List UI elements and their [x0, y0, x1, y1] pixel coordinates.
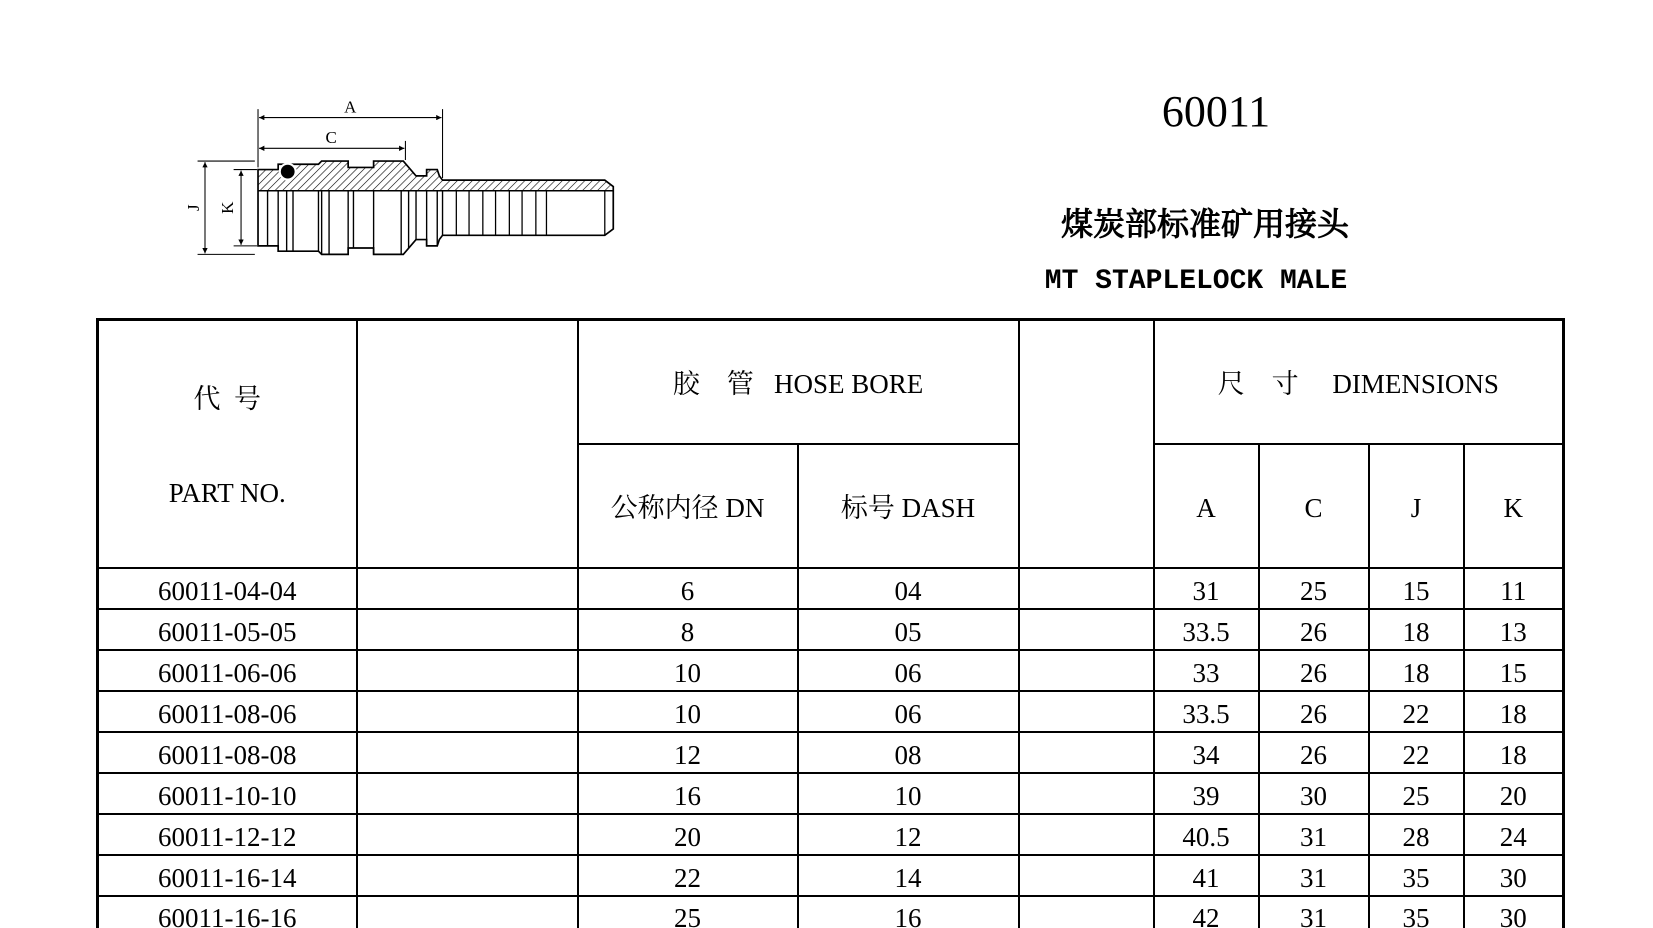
table-row	[98, 609, 1564, 650]
dim-j-cell: 28	[1369, 814, 1464, 855]
page-title: 60011	[1161, 87, 1271, 136]
blank-cell	[357, 896, 578, 928]
table-row	[98, 814, 1564, 855]
part-no-cell: 60011-04-04	[98, 568, 357, 609]
part-no-cell: 60011-10-10	[98, 773, 357, 814]
dim-k-cell: 15	[1464, 650, 1564, 691]
blank-cell	[1019, 650, 1154, 691]
dim-c-cell: 30	[1259, 773, 1369, 814]
part-no-cell: 60011-16-16	[98, 896, 357, 928]
dim-a-cell: 40.5	[1154, 814, 1259, 855]
blank-cell	[1019, 568, 1154, 609]
table-row	[98, 691, 1564, 732]
dim-a-cell: 42	[1154, 896, 1259, 928]
blank-cell	[1019, 855, 1154, 896]
dn-cell: 8	[578, 609, 798, 650]
dim-a-cell: 39	[1154, 773, 1259, 814]
dimension-k-extension-lines	[234, 170, 257, 246]
o-ring	[281, 165, 295, 179]
dimension-c-label: C	[325, 128, 337, 148]
dash-cell: 10	[798, 773, 1019, 814]
dim-j-cell: 35	[1369, 855, 1464, 896]
part-no-cell: 60011-08-08	[98, 732, 357, 773]
header-row	[98, 320, 1564, 444]
table-row	[98, 650, 1564, 691]
dimension-k-label: K	[217, 201, 237, 214]
product-name-cn: 煤炭部标准矿用接头	[1060, 205, 1349, 243]
blank-cell	[357, 650, 578, 691]
blank-cell	[1019, 732, 1154, 773]
blank-cell	[357, 855, 578, 896]
dash-cell: 14	[798, 855, 1019, 896]
blank-cell	[357, 732, 578, 773]
table-row	[98, 732, 1564, 773]
part-no-cell: 60011-16-14	[98, 855, 357, 896]
dash-cell: 06	[798, 650, 1019, 691]
dim-c-cell: 26	[1259, 650, 1369, 691]
dim-k-cell: 11	[1464, 568, 1564, 609]
dn-cell: 6	[578, 568, 798, 609]
dim-a-cell: 33	[1154, 650, 1259, 691]
blank-cell	[1019, 814, 1154, 855]
table-row	[98, 855, 1564, 896]
table-row	[98, 896, 1564, 928]
dn-header: 公称内径 DN	[578, 444, 798, 568]
dim-j-header: J	[1369, 444, 1464, 568]
dim-j-cell: 35	[1369, 896, 1464, 928]
dim-c-cell: 31	[1259, 855, 1369, 896]
blank-cell	[1019, 691, 1154, 732]
dim-k-cell: 18	[1464, 691, 1564, 732]
blank-cell	[1019, 609, 1154, 650]
dash-cell: 06	[798, 691, 1019, 732]
dim-j-cell: 15	[1369, 568, 1464, 609]
dash-cell: 16	[798, 896, 1019, 928]
part-no-cell: 60011-08-06	[98, 691, 357, 732]
dim-k-cell: 18	[1464, 732, 1564, 773]
blank-cell	[1019, 896, 1154, 928]
dn-cell: 25	[578, 896, 798, 928]
dimension-k	[218, 170, 257, 246]
dash-cell: 05	[798, 609, 1019, 650]
dim-c-cell: 26	[1259, 691, 1369, 732]
dimension-c	[259, 128, 405, 160]
dim-k-cell: 30	[1464, 855, 1564, 896]
dim-k-header: K	[1464, 444, 1564, 568]
dim-c-cell: 26	[1259, 609, 1369, 650]
hose-bore-header: 胶 管 HOSE BORE	[578, 320, 1019, 444]
barb-lines	[456, 191, 604, 236]
blank-header	[357, 320, 578, 569]
exterior-edge-lines	[268, 191, 443, 255]
dim-j-cell: 25	[1369, 773, 1464, 814]
dimensions-header: 尺 寸 DIMENSIONS	[1154, 320, 1564, 444]
dash-header: 标号 DASH	[798, 444, 1019, 568]
blank-cell	[357, 814, 578, 855]
dim-a-cell: 34	[1154, 732, 1259, 773]
dim-k-cell: 24	[1464, 814, 1564, 855]
blank-cell	[1019, 773, 1154, 814]
dim-k-cell: 13	[1464, 609, 1564, 650]
blank-header	[1019, 320, 1154, 569]
dn-cell: 20	[578, 814, 798, 855]
dash-cell: 04	[798, 568, 1019, 609]
dim-j-cell: 22	[1369, 732, 1464, 773]
dim-a-cell: 33.5	[1154, 691, 1259, 732]
hatched-section	[258, 161, 613, 191]
table-row	[98, 568, 1564, 609]
dim-j-cell: 22	[1369, 691, 1464, 732]
part-no-cell: 60011-05-05	[98, 609, 357, 650]
blank-cell	[357, 609, 578, 650]
part-no-header-cn: 代 号	[193, 384, 261, 414]
dim-j-cell: 18	[1369, 609, 1464, 650]
dim-a-header: A	[1154, 444, 1259, 568]
blank-cell	[357, 568, 578, 609]
dim-j-cell: 18	[1369, 650, 1464, 691]
dn-cell: 10	[578, 691, 798, 732]
part-no-header-en: PART NO.	[168, 478, 286, 508]
fitting-body	[258, 161, 613, 254]
dim-k-cell: 20	[1464, 773, 1564, 814]
dim-c-cell: 31	[1259, 814, 1369, 855]
part-no-header	[98, 320, 357, 569]
dn-cell: 10	[578, 650, 798, 691]
spec-table	[96, 318, 1565, 928]
dim-a-cell: 41	[1154, 855, 1259, 896]
dim-c-cell: 31	[1259, 896, 1369, 928]
dash-cell: 08	[798, 732, 1019, 773]
dim-c-cell: 26	[1259, 732, 1369, 773]
dn-cell: 22	[578, 855, 798, 896]
blank-cell	[357, 773, 578, 814]
dn-cell: 16	[578, 773, 798, 814]
dim-k-cell: 30	[1464, 896, 1564, 928]
dash-cell: 12	[798, 814, 1019, 855]
product-name-en: MT STAPLELOCK MALE	[1044, 266, 1348, 297]
dim-a-cell: 33.5	[1154, 609, 1259, 650]
part-no-cell: 60011-06-06	[98, 650, 357, 691]
dimension-j-label: J	[183, 204, 203, 212]
dim-a-cell: 31	[1154, 568, 1259, 609]
dim-c-header: C	[1259, 444, 1369, 568]
blank-cell	[357, 691, 578, 732]
table-row	[98, 773, 1564, 814]
dn-cell: 12	[578, 732, 798, 773]
dimension-a-label: A	[344, 97, 357, 117]
part-no-cell: 60011-12-12	[98, 814, 357, 855]
dim-c-cell: 25	[1259, 568, 1369, 609]
fitting-drawing	[170, 90, 626, 265]
